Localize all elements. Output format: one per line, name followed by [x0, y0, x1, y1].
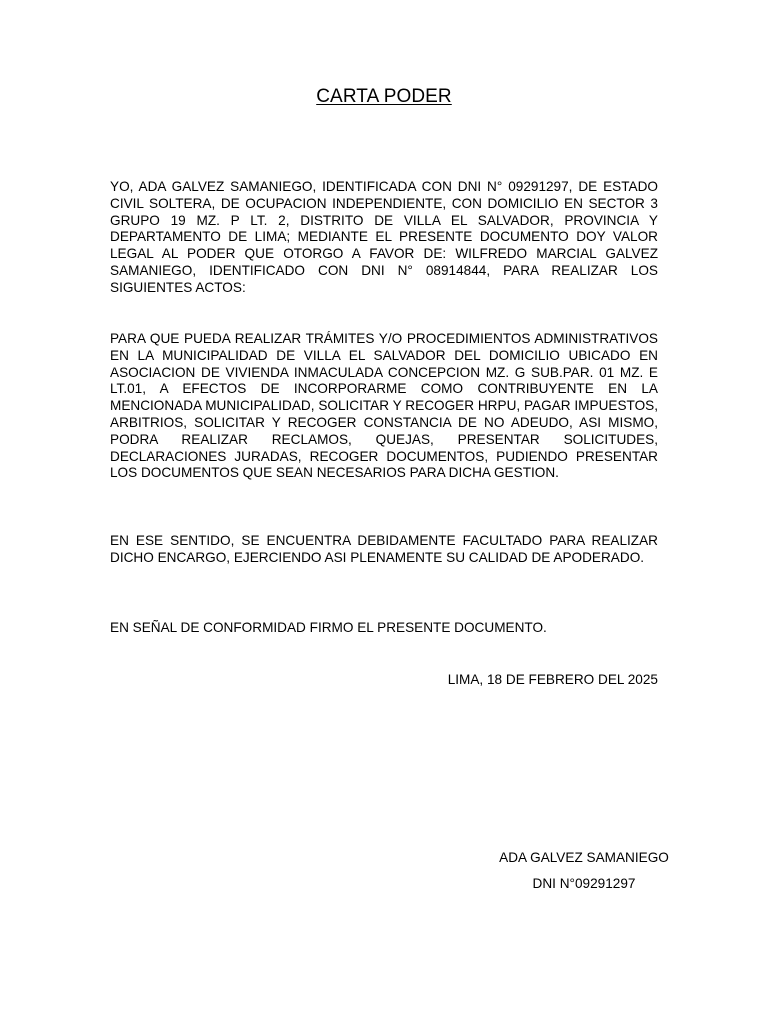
signatory-name: ADA GALVEZ SAMANIEGO [499, 850, 669, 865]
paragraph-authority: EN ESE SENTIDO, SE ENCUENTRA DEBIDAMENTE FACULTADO PARA REALIZAR DICHO ENCARGO, EJERCIENDO ASI PLENAMENTE SU CALIDAD DE APODERADO. [110, 533, 658, 565]
paragraph-conformity: EN SEÑAL DE CONFORMIDAD FIRMO EL PRESENTE DOCUMENTO. [110, 620, 547, 635]
document-title: CARTA PODER [316, 86, 452, 107]
paragraph-powers: PARA QUE PUEDA REALIZAR TRÁMITES Y/O PROCEDIMIENTOS ADMINISTRATIVOS EN LA MUNICIPALIDAD DE VILLA EL SALVADOR DEL DOMICILIO UBICADO EN ASOCIACION DE VIVIENDA INMACULADA CONCEPCION MZ. G SUB.PAR. 01 MZ. E LT.01, A EFECTOS DE INCORPORARME COMO CONTRIBUYENTE EN LA MENCIONADA MUNICIPALIDAD, SOLICITAR Y RECOGER HRPU, PAGAR IMPUESTOS, ARBITRIOS, SOLICITAR Y RECOGER CONSTANCIA DE NO ADEUDO, ASI MISMO, PODRA REALIZAR RECLAMOS, QUEJAS, PRESENTAR SOLICITUDES, DECLARACIONES JURADAS, RECOGER DOCUMENTOS, PUDIENDO PRESENTAR LOS DOCUMENTOS QUE SEAN NECESARIOS PARA DICHA GESTION. [110, 331, 658, 481]
place-date: LIMA, 18 DE FEBRERO DEL 2025 [447, 672, 658, 687]
paragraph-grantor: YO, ADA GALVEZ SAMANIEGO, IDENTIFICADA CON DNI N° 09291297, DE ESTADO CIVIL SOLTERA, DE OCUPACION INDEPENDIENTE, CON DOMICILIO EN SECTOR 3 GRUPO 19 MZ. P LT. 2, DISTRITO DE VILLA EL SALVADOR, PROVINCIA Y DEPARTAMENTO DE LIMA; MEDIANTE EL PRESENTE DOCUMENTO DOY VALOR LEGAL AL PODER QUE OTORGO A FAVOR DE: WILFREDO MARCIAL GALVEZ SAMANIEGO, IDENTIFICADO CON DNI N° 08914844, PARA REALIZAR LOS SIGUIENTES ACTOS: [110, 179, 658, 295]
signatory-dni: DNI N°09291297 [532, 876, 636, 891]
